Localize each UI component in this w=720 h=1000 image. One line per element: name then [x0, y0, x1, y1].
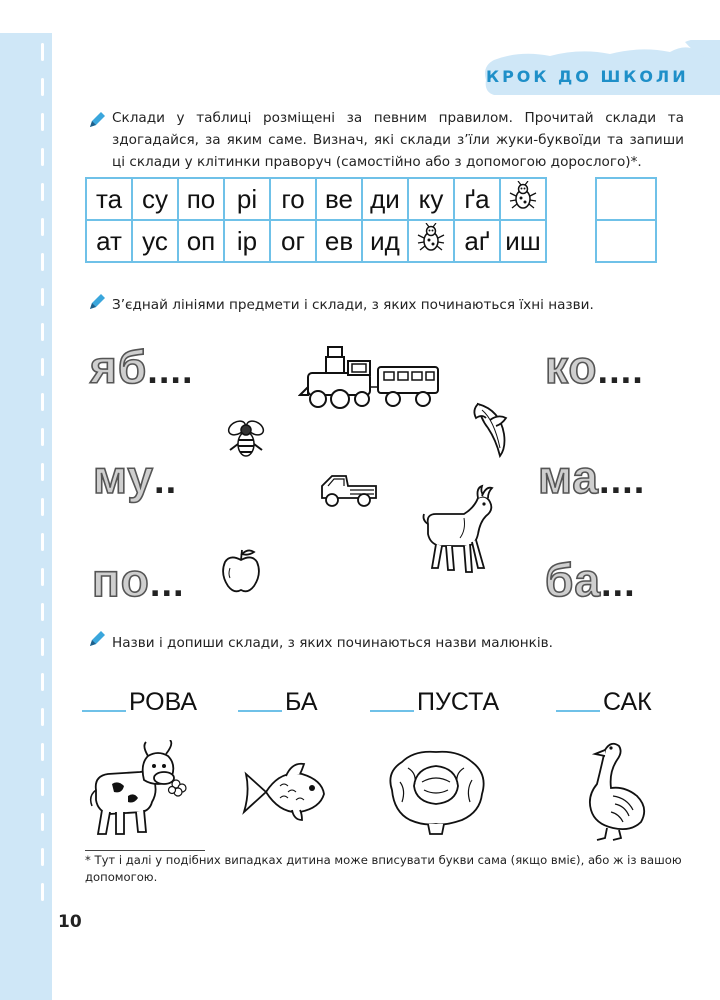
syllable-cell: ір — [224, 220, 270, 262]
left-margin-strip — [0, 33, 52, 1000]
bug-cell — [500, 178, 546, 220]
dots: .. — [154, 460, 178, 502]
strip-dash — [41, 78, 44, 96]
syllable-cell: ку — [408, 178, 454, 220]
bee-picture — [226, 416, 266, 462]
syllable-po — [92, 553, 185, 607]
syllable-cell: ус — [132, 220, 178, 262]
syllable-cell: ев — [316, 220, 362, 262]
syllable-yab — [90, 340, 194, 394]
syllable-cell: рі — [224, 178, 270, 220]
word-husak — [556, 688, 652, 717]
answer-blank[interactable] — [370, 710, 414, 712]
apple-picture — [220, 546, 262, 596]
answer-cell[interactable] — [596, 220, 656, 262]
header-title: КРОК ДО ШКОЛИ — [486, 67, 689, 86]
cow-picture — [88, 740, 188, 840]
answer-cells — [595, 177, 657, 263]
syllable-cell: ат — [86, 220, 132, 262]
banana-picture — [470, 400, 514, 458]
strip-dash — [41, 463, 44, 481]
syllable-text: по — [92, 554, 150, 606]
syllable-cell: иш — [500, 220, 546, 262]
strip-dash — [41, 743, 44, 761]
word-ryba — [238, 688, 318, 717]
pencil-icon — [88, 630, 106, 648]
syllable-row — [86, 220, 546, 262]
goose-picture — [575, 738, 653, 842]
bug-cell — [408, 220, 454, 262]
dots: .... — [147, 350, 194, 392]
strip-dash — [41, 603, 44, 621]
word-ending: ПУСТА — [417, 688, 500, 716]
strip-dash — [41, 673, 44, 691]
syllable-row — [86, 178, 546, 220]
syllable-cell: оп — [178, 220, 224, 262]
train-picture — [298, 343, 443, 413]
word-ending: БА — [285, 688, 318, 716]
strip-dash — [41, 358, 44, 376]
syllable-ba — [545, 553, 636, 607]
strip-dash — [41, 813, 44, 831]
dots: .... — [599, 460, 646, 502]
syllable-text: яб — [90, 341, 148, 393]
strip-dash — [41, 113, 44, 131]
word-korova — [82, 688, 197, 717]
syllable-table — [85, 177, 547, 263]
syllable-cell: та — [86, 178, 132, 220]
strip-dash — [41, 253, 44, 271]
bug-icon — [508, 181, 538, 211]
syllable-ma — [538, 450, 645, 504]
syllable-text: ма — [538, 451, 600, 503]
strip-dash — [41, 498, 44, 516]
syllable-text: му — [93, 451, 155, 503]
syllable-cell: аґ — [454, 220, 500, 262]
strip-dash — [41, 218, 44, 236]
footnote: * Тут і далі у подібних випадках дитина може вписувати букви сама (якщо вміє), або ж із вашою допомогою. — [85, 853, 682, 884]
task1-instruction: Склади у таблиці розміщені за певним правилом. Прочитай склади та здогадайся, за яким саме. Визнач, які склади з’їли жуки-буквоїди та запиши ці склади у клітинки праворуч (самостійно або з допомогою дорослого)*. — [112, 110, 684, 170]
syllable-text: ба — [545, 554, 601, 606]
fish-picture — [240, 760, 330, 822]
dots: ... — [601, 563, 636, 605]
strip-dash — [41, 288, 44, 306]
goat-picture — [420, 484, 498, 578]
answer-blank[interactable] — [238, 710, 282, 712]
cabbage-picture — [384, 746, 490, 838]
strip-dash — [41, 638, 44, 656]
strip-dash — [41, 848, 44, 866]
syllable-cell: ве — [316, 178, 362, 220]
answer-cell[interactable] — [596, 178, 656, 220]
strip-dash — [41, 393, 44, 411]
word-kapusta — [370, 688, 499, 717]
syllable-text: ко — [545, 341, 598, 393]
syllable-cell: ид — [362, 220, 408, 262]
syllable-cell: ог — [270, 220, 316, 262]
pencil-icon — [88, 111, 106, 129]
dots: .... — [597, 350, 644, 392]
strip-dash — [41, 533, 44, 551]
footnote-rule — [85, 850, 205, 851]
strip-dash — [41, 428, 44, 446]
syllable-ko — [545, 340, 644, 394]
answer-blank[interactable] — [556, 710, 600, 712]
syllable-cell: ґа — [454, 178, 500, 220]
answer-blank[interactable] — [82, 710, 126, 712]
syllable-mu — [93, 450, 177, 504]
strip-dash — [41, 43, 44, 61]
task2-instruction: З’єднай лініями предмети і склади, з яких починаються їхні назви. — [112, 297, 594, 313]
syllable-cell: по — [178, 178, 224, 220]
word-ending: САК — [603, 688, 652, 716]
syllable-cell: су — [132, 178, 178, 220]
bug-icon — [416, 223, 446, 253]
strip-dash — [41, 323, 44, 341]
strip-dash — [41, 568, 44, 586]
syllable-cell: ди — [362, 178, 408, 220]
strip-dash — [41, 708, 44, 726]
strip-dash — [41, 778, 44, 796]
task3-instruction: Назви і допиши склади, з яких починаються назви малюнків. — [112, 635, 553, 651]
car-picture — [318, 468, 380, 510]
page-number: 10 — [58, 912, 82, 932]
word-ending: РОВА — [129, 688, 198, 716]
dots: ... — [149, 563, 185, 605]
syllable-cell: го — [270, 178, 316, 220]
pencil-icon — [88, 293, 106, 311]
strip-dash — [41, 883, 44, 901]
strip-dash — [41, 183, 44, 201]
strip-dash — [41, 148, 44, 166]
